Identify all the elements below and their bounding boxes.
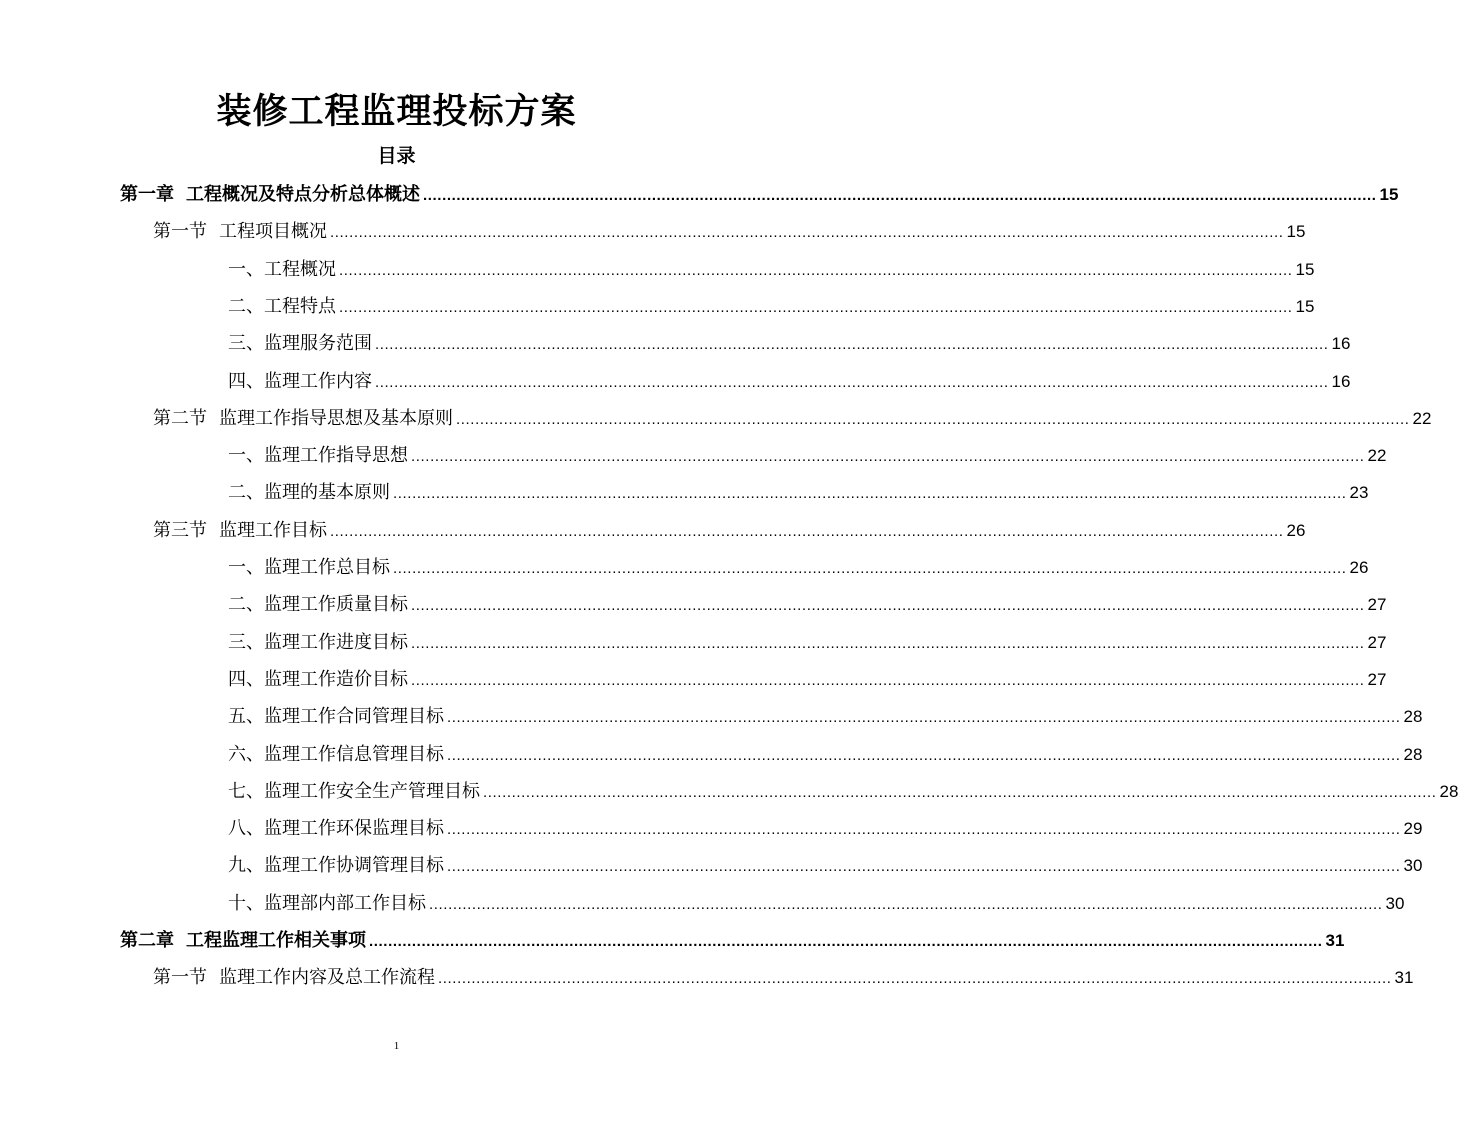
toc-entry-page: 27 xyxy=(1367,669,1387,689)
toc-entry-chapter-2[interactable] xyxy=(120,922,1345,959)
toc-entry-chapter-1[interactable] xyxy=(120,176,1399,213)
dot-leader: ........................................................................................................................................................................................................ xyxy=(411,671,1365,689)
toc-entry-page: 29 xyxy=(1403,819,1423,839)
toc-entry-page: 15 xyxy=(1295,296,1315,316)
toc-entry-item[interactable] xyxy=(228,810,1423,847)
dot-leader: ........................................................................................................................................................................................................ xyxy=(447,709,1401,727)
toc-entry-page: 27 xyxy=(1367,632,1387,652)
dot-leader: ........................................................................................................................................................................................................ xyxy=(411,448,1365,466)
dot-leader: ........................................................................................................................................................................................................ xyxy=(375,373,1329,391)
toc-entry-label: 二、工程特点 xyxy=(228,295,336,317)
dot-leader: ........................................................................................................................................................................................................ xyxy=(447,821,1401,839)
toc-entry-label: 十、监理部内部工作目标 xyxy=(228,892,426,914)
toc-entry-item[interactable] xyxy=(228,251,1315,288)
toc-entry-label: 第一章 工程概况及特点分析总体概述 xyxy=(120,184,420,205)
toc-entry-item[interactable] xyxy=(228,288,1315,325)
toc-entry-label: 一、监理工作总目标 xyxy=(228,557,390,578)
toc-entry-label: 第一节 监理工作内容及总工作流程 xyxy=(153,967,435,989)
toc-entry-item[interactable] xyxy=(228,363,1351,400)
toc-entry-label: 一、监理工作指导思想 xyxy=(228,445,408,467)
dot-leader: ........................................................................................................................................................................................................ xyxy=(393,485,1347,503)
toc-entry-section[interactable] xyxy=(153,512,1306,549)
dot-leader: ........................................................................................................................................................................................................ xyxy=(423,187,1377,204)
dot-leader: ........................................................................................................................................................................................................ xyxy=(447,746,1401,764)
toc-entry-page: 16 xyxy=(1331,371,1351,391)
toc-entry-label: 七、监理工作安全生产管理目标 xyxy=(228,780,480,802)
toc-entry-section[interactable] xyxy=(153,213,1306,250)
dot-leader: ........................................................................................................................................................................................................ xyxy=(369,933,1323,950)
toc-entry-page: 28 xyxy=(1403,707,1423,727)
toc-entry-label: 三、监理工作进度目标 xyxy=(228,631,408,653)
toc-entry-label: 第二节 监理工作指导思想及基本原则 xyxy=(153,407,453,429)
dot-leader: ........................................................................................................................................................................................................ xyxy=(339,261,1293,279)
toc-entry-label: 第三节 监理工作目标 xyxy=(153,519,327,541)
toc-entry-item[interactable] xyxy=(228,736,1423,773)
dot-leader: ........................................................................................................................................................................................................ xyxy=(411,634,1365,652)
dot-leader: ........................................................................................................................................................................................................ xyxy=(483,783,1437,801)
toc-entry-label: 二、监理工作质量目标 xyxy=(228,594,408,616)
toc-entry-page: 15 xyxy=(1286,222,1306,242)
toc-entry-label: 第一节 工程项目概况 xyxy=(153,221,327,243)
toc-entry-label: 二、监理的基本原则 xyxy=(228,482,390,504)
toc-entry-item[interactable] xyxy=(228,773,1458,810)
toc-entry-page: 26 xyxy=(1349,558,1369,577)
toc-entry-page: 30 xyxy=(1385,893,1405,913)
dot-leader: ........................................................................................................................................................................................................ xyxy=(438,970,1392,988)
dot-leader: ........................................................................................................................................................................................................ xyxy=(456,410,1410,428)
dot-leader: ........................................................................................................................................................................................................ xyxy=(330,522,1284,540)
toc-entry-label: 四、监理工作造价目标 xyxy=(228,668,408,690)
toc-entry-label: 一、工程概况 xyxy=(228,258,336,280)
toc-entry-item[interactable] xyxy=(228,885,1405,922)
dot-leader: ........................................................................................................................................................................................................ xyxy=(339,298,1293,316)
toc-entry-label: 九、监理工作协调管理目标 xyxy=(228,855,444,877)
toc-entry-item[interactable] xyxy=(228,847,1423,884)
toc-entry-page: 28 xyxy=(1439,781,1458,801)
toc-entry-label: 三、监理服务范围 xyxy=(228,333,372,355)
toc-entry-page: 15 xyxy=(1295,259,1315,279)
toc-entry-page: 27 xyxy=(1367,595,1387,615)
toc-entry-item[interactable] xyxy=(228,474,1369,511)
toc-entry-page: 31 xyxy=(1325,931,1345,950)
toc-heading: 目录 xyxy=(377,145,416,167)
dot-leader: ........................................................................................................................................................................................................ xyxy=(447,858,1401,876)
toc-entry-item[interactable] xyxy=(228,661,1387,698)
toc-entry-label: 六、监理工作信息管理目标 xyxy=(228,743,444,765)
toc-entry-item[interactable] xyxy=(228,549,1369,586)
toc-entry-item[interactable] xyxy=(228,325,1351,362)
toc-entry-label: 五、监理工作合同管理目标 xyxy=(228,706,444,728)
toc-entry-item[interactable] xyxy=(228,437,1387,474)
toc-entry-page: 26 xyxy=(1286,520,1306,540)
toc-entry-page: 16 xyxy=(1331,334,1351,354)
dot-leader: ........................................................................................................................................................................................................ xyxy=(429,895,1383,913)
toc-entry-page: 30 xyxy=(1403,856,1423,876)
toc-entry-page: 28 xyxy=(1403,744,1423,764)
document-title: 装修工程监理投标方案 xyxy=(216,92,577,132)
toc-entry-page: 15 xyxy=(1379,185,1399,204)
toc-entry-page: 22 xyxy=(1367,446,1387,466)
toc-entry-label: 四、监理工作内容 xyxy=(228,370,372,392)
toc-entry-section[interactable] xyxy=(153,400,1432,437)
dot-leader: ........................................................................................................................................................................................................ xyxy=(375,336,1329,354)
dot-leader: ........................................................................................................................................................................................................ xyxy=(393,560,1347,577)
toc-entry-label: 第二章 工程监理工作相关事项 xyxy=(120,930,366,951)
dot-leader: ........................................................................................................................................................................................................ xyxy=(411,597,1365,615)
toc-entry-item[interactable] xyxy=(228,624,1387,661)
toc-entry-item[interactable] xyxy=(228,698,1423,735)
page-number: 1 xyxy=(393,1040,400,1052)
toc-entry-page: 31 xyxy=(1394,968,1414,988)
toc-entry-label: 八、监理工作环保监理目标 xyxy=(228,818,444,840)
toc-entry-section[interactable] xyxy=(153,959,1414,996)
toc-entry-page: 23 xyxy=(1349,483,1369,503)
dot-leader: ........................................................................................................................................................................................................ xyxy=(330,224,1284,242)
toc-entry-item[interactable] xyxy=(228,586,1387,623)
toc-entry-page: 22 xyxy=(1412,408,1432,428)
